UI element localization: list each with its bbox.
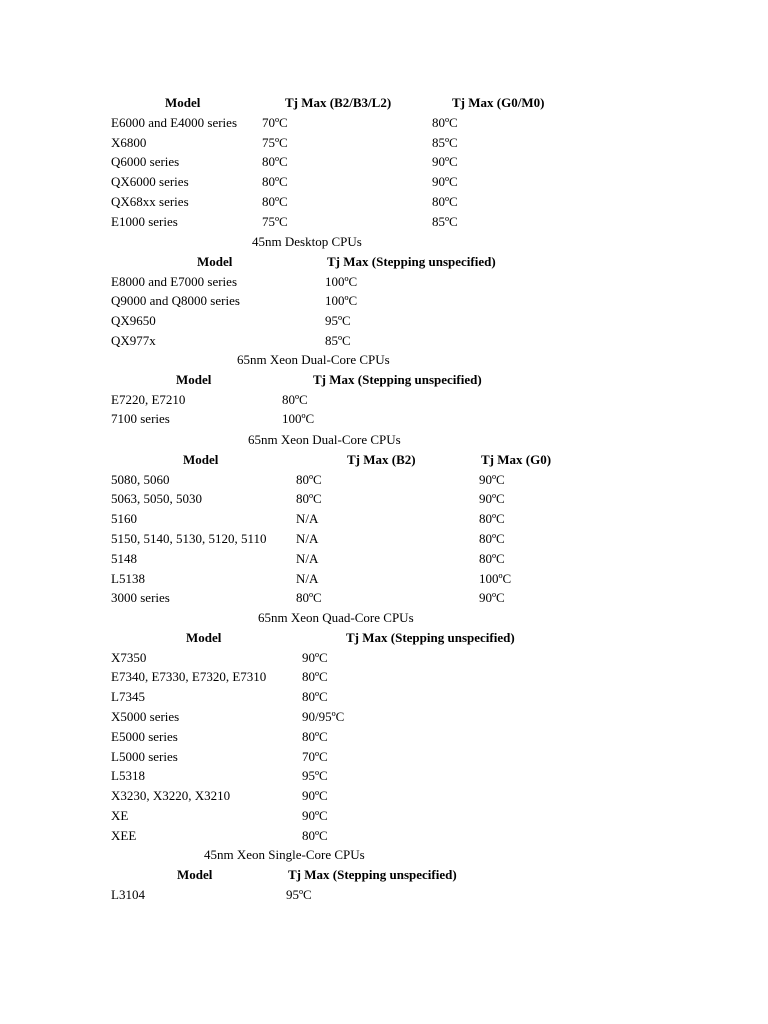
tjmax-cell: 85ºC — [432, 134, 458, 150]
model-cell: X7350 — [111, 649, 147, 665]
table-row — [0, 667, 768, 687]
table-row — [0, 885, 768, 905]
tjmax-cell: 80ºC — [262, 154, 288, 170]
column-header-tjmax-g0: Tj Max (G0) — [481, 451, 552, 467]
tjmax-cell: 80ºC — [432, 193, 458, 209]
table-caption: 45nm Xeon Single-Core CPUs — [204, 847, 365, 862]
tjmax-cell: 90ºC — [302, 807, 328, 823]
table-caption-row — [0, 350, 768, 370]
model-cell: E7340, E7330, E7320, E7310 — [111, 669, 267, 685]
table-row — [0, 569, 768, 589]
table-row — [0, 549, 768, 569]
table-row — [0, 727, 768, 747]
column-header-tjmax-b2: Tj Max (B2/B3/L2) — [285, 95, 392, 110]
tjmax-cell: 80ºC — [479, 530, 505, 546]
tjmax-cell: 80ºC — [296, 590, 322, 606]
model-cell: E6000 and E4000 series — [111, 114, 238, 130]
table-row — [0, 509, 768, 529]
tjmax-cell: 80ºC — [262, 174, 288, 190]
tjmax-cell: 80ºC — [296, 471, 322, 487]
tjmax-cell: 80ºC — [479, 550, 505, 566]
model-cell: L5138 — [111, 570, 145, 586]
tjmax-cell: 80ºC — [282, 391, 308, 407]
table-row — [0, 470, 768, 490]
model-cell: L5318 — [111, 768, 145, 784]
column-header-model: Model — [197, 253, 233, 269]
model-cell: L7345 — [111, 689, 145, 705]
table-row — [0, 806, 768, 826]
model-cell: QX68xx series — [111, 193, 189, 209]
column-header-model: Model — [186, 629, 222, 645]
tjmax-cell: 80ºC — [302, 689, 328, 705]
model-cell: L3104 — [111, 886, 145, 902]
table-header-row — [0, 252, 768, 272]
tjmax-cell: 85ºC — [432, 213, 458, 229]
table-row — [0, 766, 768, 786]
tjmax-cell: 80ºC — [302, 669, 328, 685]
column-header-model: Model — [165, 95, 201, 110]
tjmax-cell: 80ºC — [296, 491, 322, 507]
model-cell: XEE — [111, 827, 137, 843]
tjmax-cell: 90/95ºC — [302, 708, 345, 724]
model-cell: QX6000 series — [111, 174, 189, 190]
column-header-model: Model — [176, 371, 212, 387]
table-row — [0, 311, 768, 331]
table-row — [0, 529, 768, 549]
tjmax-cell: 80ºC — [262, 193, 288, 209]
table-row — [0, 390, 768, 410]
table-caption: 65nm Xeon Dual-Core CPUs — [248, 432, 401, 447]
model-cell: 3000 series — [111, 590, 170, 606]
tjmax-cell: 70ºC — [302, 748, 328, 764]
table-header-row — [0, 370, 768, 390]
table-caption-row — [0, 845, 768, 865]
table-row — [0, 331, 768, 351]
table-row — [0, 707, 768, 727]
tjmax-cell: N/A — [296, 530, 319, 546]
model-cell: 7100 series — [111, 411, 170, 427]
table-row — [0, 409, 768, 429]
tjmax-cell: 100ºC — [282, 411, 315, 427]
table-caption: 45nm Desktop CPUs — [252, 234, 362, 249]
table-row — [0, 152, 768, 172]
model-cell: E5000 series — [111, 728, 178, 744]
table-caption-row — [0, 608, 768, 628]
table-row — [0, 192, 768, 212]
column-header-tjmax-b2: Tj Max (B2) — [347, 451, 416, 467]
column-header-tjmax: Tj Max (Stepping unspecified) — [346, 629, 515, 645]
column-header-tjmax-g0: Tj Max (G0/M0) — [452, 95, 545, 110]
model-cell: 5150, 5140, 5130, 5120, 5110 — [111, 530, 267, 546]
column-header-tjmax: Tj Max (Stepping unspecified) — [327, 253, 496, 269]
table-row — [0, 489, 768, 509]
model-cell: L5000 series — [111, 748, 178, 764]
table-xeon-dual-65nm-a — [0, 350, 768, 429]
tjmax-cell: 70ºC — [262, 114, 288, 130]
table-xeon-single-45nm — [0, 845, 768, 904]
table-row — [0, 212, 768, 232]
tjmax-cell: 80ºC — [479, 511, 505, 527]
table-row — [0, 588, 768, 608]
model-cell: 5063, 5050, 5030 — [111, 491, 202, 507]
tjmax-cell: N/A — [296, 570, 319, 586]
table-xeon-quad-65nm — [0, 608, 768, 846]
table-row — [0, 133, 768, 153]
column-header-tjmax: Tj Max (Stepping unspecified) — [313, 371, 482, 387]
model-cell: X3230, X3220, X3210 — [111, 788, 231, 804]
model-cell: X5000 series — [111, 708, 180, 724]
table-desktop-45nm — [0, 232, 768, 351]
model-cell: Q9000 and Q8000 series — [111, 293, 240, 309]
tjmax-cell: N/A — [296, 550, 319, 566]
table-header-row — [0, 628, 768, 648]
table-caption-row — [0, 430, 768, 450]
table-row — [0, 648, 768, 668]
tjmax-cell: 100ºC — [325, 293, 358, 309]
tjmax-cell: 95ºC — [325, 313, 351, 329]
tjmax-cell: 90ºC — [432, 154, 458, 170]
model-cell: 5148 — [111, 550, 137, 566]
table-caption-row — [0, 232, 768, 252]
tjmax-cell: 90ºC — [479, 471, 505, 487]
tjmax-cell: 90ºC — [479, 491, 505, 507]
model-cell: Q6000 series — [111, 154, 180, 170]
model-cell: 5160 — [111, 511, 137, 527]
table-row — [0, 826, 768, 846]
column-header-model: Model — [183, 451, 219, 467]
model-cell: E7220, E7210 — [111, 391, 186, 407]
model-cell: E1000 series — [111, 213, 178, 229]
tjmax-cell: 75ºC — [262, 213, 288, 229]
tjmax-cell: 85ºC — [325, 332, 351, 348]
tjmax-cell: 80ºC — [432, 114, 458, 130]
table-row — [0, 747, 768, 767]
model-cell: E8000 and E7000 series — [111, 273, 238, 289]
table-header-row — [0, 865, 768, 885]
tjmax-cell: 80ºC — [302, 728, 328, 744]
table-row — [0, 291, 768, 311]
model-cell: XE — [111, 807, 129, 823]
tjmax-cell: 90ºC — [432, 174, 458, 190]
tjmax-cell: 95ºC — [302, 768, 328, 784]
tjmax-cell: 90ºC — [479, 590, 505, 606]
table-row — [0, 172, 768, 192]
table-caption: 65nm Xeon Dual-Core CPUs — [237, 352, 390, 367]
model-cell: QX977x — [111, 332, 156, 348]
tjmax-cell: 95ºC — [286, 886, 312, 902]
tjmax-cell: 80ºC — [302, 827, 328, 843]
tjmax-cell: 75ºC — [262, 134, 288, 150]
tjmax-cell: 90ºC — [302, 788, 328, 804]
table-row — [0, 687, 768, 707]
column-header-model: Model — [177, 866, 213, 882]
tjmax-cell: N/A — [296, 511, 319, 527]
table-header-row — [0, 450, 768, 470]
model-cell: QX9650 — [111, 313, 156, 329]
table-row — [0, 272, 768, 292]
tjmax-cell: 100ºC — [325, 273, 358, 289]
table-header-row — [0, 93, 768, 113]
table-xeon-dual-65nm-b — [0, 430, 768, 608]
table-caption: 65nm Xeon Quad-Core CPUs — [258, 610, 414, 625]
table-row — [0, 786, 768, 806]
model-cell: 5080, 5060 — [111, 471, 170, 487]
column-header-tjmax: Tj Max (Stepping unspecified) — [288, 866, 457, 882]
table-row — [0, 113, 768, 133]
model-cell: X6800 — [111, 134, 147, 150]
table-desktop-65nm — [0, 93, 768, 232]
tjmax-cell: 100ºC — [479, 570, 512, 586]
tjmax-cell: 90ºC — [302, 649, 328, 665]
